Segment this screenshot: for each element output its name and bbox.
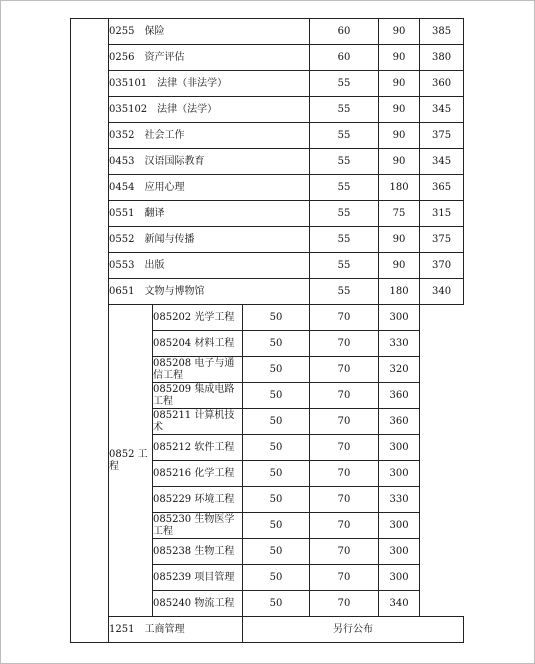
subject-score-cell: 70 [310, 383, 379, 409]
politics-score-cell: 50 [243, 435, 310, 461]
politics-score-cell: 55 [310, 123, 379, 149]
table-row [71, 149, 464, 175]
subject-score-cell: 90 [379, 19, 420, 45]
subject-score-cell: 70 [310, 591, 379, 617]
sub-major-name-cell: 085239 项目管理 [153, 565, 243, 591]
subject-score-cell: 75 [379, 201, 420, 227]
table-row [71, 175, 464, 201]
table-row [71, 279, 464, 305]
major-name-cell: 035102 法律（法学） [109, 97, 310, 123]
total-score-cell: 360 [379, 383, 420, 409]
total-score-cell: 340 [379, 591, 420, 617]
subject-score-cell: 70 [310, 565, 379, 591]
total-score-cell: 300 [379, 435, 420, 461]
subject-score-cell: 70 [310, 305, 379, 331]
major-name-cell: 0651 文物与博物馆 [109, 279, 310, 305]
subject-score-cell: 70 [310, 331, 379, 357]
table-row [71, 617, 464, 643]
total-score-cell: 370 [420, 253, 464, 279]
politics-score-cell: 55 [310, 201, 379, 227]
total-score-cell: 300 [379, 565, 420, 591]
politics-score-cell: 60 [310, 19, 379, 45]
table-row [71, 97, 464, 123]
major-name-cell: 0453 汉语国际教育 [109, 149, 310, 175]
total-score-cell: 300 [379, 305, 420, 331]
subject-score-cell: 70 [310, 487, 379, 513]
sub-major-name-cell: 085202 光学工程 [153, 305, 243, 331]
subject-score-cell: 90 [379, 253, 420, 279]
subject-score-cell: 70 [310, 409, 379, 435]
subject-score-cell: 90 [379, 149, 420, 175]
subject-score-cell: 90 [379, 97, 420, 123]
subject-score-cell: 180 [379, 279, 420, 305]
politics-score-cell: 55 [310, 97, 379, 123]
table-row [71, 19, 464, 45]
politics-score-cell: 50 [243, 409, 310, 435]
major-name-cell: 0256 资产评估 [109, 45, 310, 71]
politics-score-cell: 55 [310, 71, 379, 97]
sub-major-name-cell: 085211 计算机技术 [153, 409, 243, 435]
sub-major-name-cell: 085240 物流工程 [153, 591, 243, 617]
table-row [71, 123, 464, 149]
sub-major-name-cell: 085209 集成电路工程 [153, 383, 243, 409]
politics-score-cell: 55 [310, 253, 379, 279]
total-score-cell: 340 [420, 279, 464, 305]
sub-major-name-cell: 085212 软件工程 [153, 435, 243, 461]
sub-major-name-cell: 085238 生物工程 [153, 539, 243, 565]
total-score-cell: 300 [379, 513, 420, 539]
major-name-cell: 0352 社会工作 [109, 123, 310, 149]
table-row [71, 305, 464, 331]
total-score-cell: 300 [379, 539, 420, 565]
total-score-cell: 375 [420, 227, 464, 253]
total-score-cell: 360 [420, 71, 464, 97]
major-name-cell: 0454 应用心理 [109, 175, 310, 201]
major-name-cell: 0553 出版 [109, 253, 310, 279]
politics-score-cell: 50 [243, 331, 310, 357]
politics-score-cell: 55 [310, 279, 379, 305]
total-score-cell: 300 [379, 461, 420, 487]
score-line-table [70, 18, 464, 643]
sub-major-name-cell: 085216 化学工程 [153, 461, 243, 487]
sub-major-name-cell: 085230 生物医学工程 [153, 513, 243, 539]
subject-score-cell: 180 [379, 175, 420, 201]
table-row [71, 227, 464, 253]
total-score-cell: 380 [420, 45, 464, 71]
politics-score-cell: 50 [243, 487, 310, 513]
subject-score-cell: 70 [310, 435, 379, 461]
subject-score-cell: 70 [310, 513, 379, 539]
sub-major-name-cell: 085208 电子与通信工程 [153, 357, 243, 383]
major-name-cell: 0552 新闻与传播 [109, 227, 310, 253]
subject-score-cell: 90 [379, 123, 420, 149]
politics-score-cell: 60 [310, 45, 379, 71]
politics-score-cell: 50 [243, 539, 310, 565]
major-name-cell: 0255 保险 [109, 19, 310, 45]
table-row [71, 253, 464, 279]
table-row [71, 201, 464, 227]
sub-major-name-cell: 085229 环境工程 [153, 487, 243, 513]
politics-score-cell: 50 [243, 305, 310, 331]
politics-score-cell: 50 [243, 591, 310, 617]
major-name-cell: 035101 法律（非法学） [109, 71, 310, 97]
major-name-cell: 0551 翻译 [109, 201, 310, 227]
total-score-cell: 360 [379, 409, 420, 435]
total-score-cell: 320 [379, 357, 420, 383]
major-name-cell: 1251 工商管理 [109, 617, 243, 643]
engineering-group-cell: 0852 工程 [109, 305, 153, 617]
subject-score-cell: 70 [310, 461, 379, 487]
announcement-note-cell: 另行公布 [243, 617, 464, 643]
politics-score-cell: 50 [243, 565, 310, 591]
total-score-cell: 330 [379, 331, 420, 357]
politics-score-cell: 55 [310, 175, 379, 201]
total-score-cell: 365 [420, 175, 464, 201]
subject-score-cell: 70 [310, 357, 379, 383]
total-score-cell: 345 [420, 97, 464, 123]
subject-score-cell: 70 [310, 539, 379, 565]
total-score-cell: 385 [420, 19, 464, 45]
subject-score-cell: 90 [379, 45, 420, 71]
total-score-cell: 375 [420, 123, 464, 149]
politics-score-cell: 55 [310, 227, 379, 253]
politics-score-cell: 55 [310, 149, 379, 175]
sub-major-name-cell: 085204 材料工程 [153, 331, 243, 357]
subject-score-cell: 90 [379, 71, 420, 97]
table-row [71, 45, 464, 71]
total-score-cell: 345 [420, 149, 464, 175]
table-body [71, 19, 464, 643]
politics-score-cell: 50 [243, 383, 310, 409]
total-score-cell: 315 [420, 201, 464, 227]
category-cell [71, 19, 109, 643]
subject-score-cell: 90 [379, 227, 420, 253]
table-row [71, 71, 464, 97]
total-score-cell: 330 [379, 487, 420, 513]
politics-score-cell: 50 [243, 461, 310, 487]
politics-score-cell: 50 [243, 357, 310, 383]
politics-score-cell: 50 [243, 513, 310, 539]
